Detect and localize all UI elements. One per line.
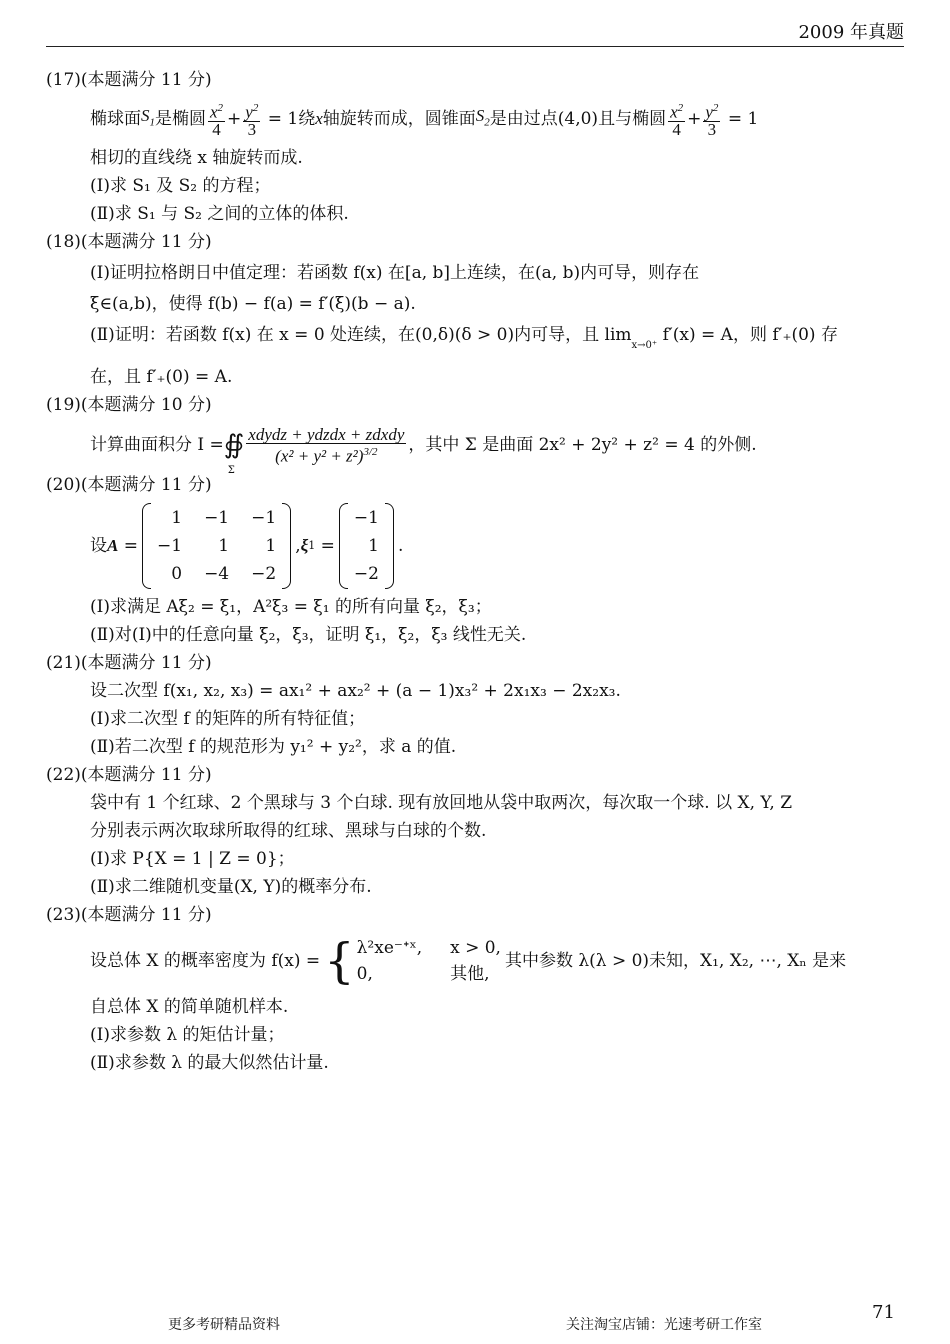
- matrix-a-cell: −1: [204, 508, 230, 529]
- page-number: 71: [872, 1302, 895, 1323]
- matrix-a-cell: −1: [251, 508, 277, 529]
- q19-text-a: 计算曲面积分 I =: [90, 435, 224, 456]
- question-21-heading: (21)(本题满分 11 分): [46, 653, 212, 674]
- vector-xi1-cell: −1: [353, 508, 379, 529]
- matrix-a-cell: 0: [171, 564, 183, 585]
- case-1-expression: λ²xe⁻ᐩˣ,: [356, 938, 423, 959]
- question-21-part-2: (Ⅱ)若二次型 f 的规范形为 y₁² + y₂²，求 a 的值.: [90, 737, 457, 758]
- question-22-heading: (22)(本题满分 11 分): [46, 765, 212, 786]
- question-21-line-1: 设二次型 f(x₁, x₂, x₃) = ax₁² + ax₂² + (a − 1)x₃² + 2x₁x₃ − 2x₂x₃.: [90, 681, 621, 702]
- case-2-condition: 其他,: [450, 964, 490, 985]
- matrix-a-cell: −2: [251, 564, 277, 585]
- question-18: [46, 228, 904, 391]
- question-17-part-1: (Ⅰ)求 S₁ 及 S₂ 的方程；: [90, 176, 271, 197]
- fraction-y2-over-3: $\frac{y^2}{3}$: [245, 102, 259, 140]
- matrix-a-cell: −1: [157, 536, 183, 557]
- question-23-line-2: 自总体 X 的简单随机样本.: [90, 997, 289, 1018]
- question-22-line-2: 分别表示两次取球所取得的红球、黑球与白球的个数.: [90, 821, 487, 842]
- question-19: [46, 391, 904, 477]
- matrix-a-cell: 1: [171, 508, 183, 529]
- question-20: [46, 471, 904, 649]
- matrix-a: [142, 503, 291, 589]
- footer-left-text: 更多考研精品资料: [168, 1317, 280, 1333]
- limit-subscript: x→0⁺: [631, 340, 658, 352]
- question-20-line-1: 设 A = 1 −1 −1 −1 1 1 0 −4 −2 , ξ 1 = −1 1 −2 .: [90, 499, 904, 593]
- q17-text-d: 轴旋转而成，圆锥面: [322, 109, 476, 130]
- question-22-line-1: 袋中有 1 个红球、2 个黑球与 3 个白球. 现有放回地从袋中取两次，每次取一个球. 以 X, Y, Z: [90, 793, 793, 814]
- question-23: [46, 901, 904, 1077]
- q17-text-a: 椭球面: [90, 109, 141, 130]
- question-17-heading: (17)(本题满分 11 分): [46, 70, 212, 90]
- question-19-heading: (19)(本题满分 10 分): [46, 395, 212, 416]
- question-18-heading: (18)(本题满分 11 分): [46, 232, 212, 253]
- q18-p2-text-b: f′(x) = A，则 f′₊(0) 存: [657, 325, 838, 346]
- vector-xi1: [339, 503, 394, 589]
- question-20-part-2: (Ⅱ)对(Ⅰ)中的任意向量 ξ₂，ξ₃，证明 ξ₁，ξ₂，ξ₃ 线性无关.: [90, 625, 527, 646]
- question-22-part-1: (Ⅰ)求 P{X = 1 | Z = 0}；: [90, 849, 295, 870]
- left-brace-icon: {: [324, 933, 355, 990]
- question-18-part-1-line-2: ξ∈(a,b)，使得 f(b) − f(a) = f′(ξ)(b − a).: [90, 294, 416, 315]
- q23-text-a: 设总体 X 的概率密度为 f(x) =: [90, 951, 321, 972]
- symbol-s1: $S_1$: [141, 106, 155, 129]
- case-2-expression: 0,: [356, 964, 373, 985]
- q19-text-b: ，其中 Σ 是曲面 2x² + 2y² + z² = 4 的外侧.: [408, 435, 757, 456]
- fraction-y2-over-3-b: $\frac{y^2}{3}$: [705, 102, 719, 140]
- q18-p2-text-a: (Ⅱ)证明：若函数 f(x) 在 x = 0 处连续，在(0,δ)(δ > 0)内可导，且 lim: [90, 325, 632, 346]
- vector-xi1-cell: 1: [368, 536, 379, 557]
- question-21-part-1: (Ⅰ)求二次型 f 的矩阵的所有特征值；: [90, 709, 366, 730]
- question-18-part-2-line-1: [90, 318, 904, 363]
- footer-right-text: 关注淘宝店铺：光速考研工作室: [566, 1317, 762, 1333]
- integrand-fraction: $\frac{\text{xdydz + ydzdx + zdxdy}}{(x^2 + y^2 + z^2)^{3/2}}$: [248, 424, 405, 466]
- fraction-x2-over-4: $\frac{x^2}{4}$: [210, 102, 224, 140]
- q17-text-c: 绕: [298, 109, 316, 130]
- question-17: [46, 66, 904, 228]
- fraction-x2-over-4-b: $\frac{x^2}{4}$: [670, 102, 684, 140]
- question-23-part-1: (Ⅰ)求参数 λ 的矩估计量；: [90, 1025, 285, 1046]
- case-1-condition: x > 0,: [450, 938, 501, 959]
- question-20-heading: (20)(本题满分 11 分): [46, 475, 212, 496]
- question-18-part-2-line-2: 在，且 f′₊(0) = A.: [90, 367, 233, 388]
- q23-text-b: 其中参数 λ(λ > 0)未知，X₁, X₂, ⋯, Xₙ 是来: [504, 951, 847, 972]
- question-18-part-1-line-1: (Ⅰ)证明拉格朗日中值定理：若函数 f(x) 在[a, b]上连续，在(a, b)内可导，则存在: [90, 263, 700, 284]
- question-17-part-2: (Ⅱ)求 S₁ 与 S₂ 之间的立体的体积.: [90, 204, 349, 225]
- matrix-a-cell: 1: [265, 536, 277, 557]
- question-21: [46, 649, 904, 761]
- question-19-line-1: [90, 419, 904, 477]
- integrand-denominator: (x² + y² + z²): [275, 446, 364, 466]
- question-20-part-1: (Ⅰ)求满足 Aξ₂ = ξ₁，A²ξ₃ = ξ₁ 的所有向量 ξ₂，ξ₃；: [90, 597, 492, 618]
- question-17-line-1: 椭球面 $S_1$ 是椭圆 $\frac{x^2}{4}$ + $\frac{y^2}{3}$ = 1 绕 x 轴旋转而成，圆锥面 $S_2$ 是由过点(4,0)且与椭圆 $\frac{x^2}{4}$ + $\frac{y^2}{3}$ = 1: [90, 94, 904, 144]
- surface-integral-icon: ∯ Σ: [223, 430, 245, 477]
- question-22: [46, 761, 904, 901]
- exam-content: [46, 66, 904, 1077]
- matrix-a-cell: −4: [204, 564, 230, 585]
- symbol-s2: $S_2$: [475, 106, 490, 129]
- page-header-title: 2009 年真题: [798, 22, 904, 43]
- question-23-part-2: (Ⅱ)求参数 λ 的最大似然估计量.: [90, 1053, 329, 1074]
- question-23-heading: (23)(本题满分 11 分): [46, 905, 212, 926]
- vector-xi1-cell: −2: [353, 564, 379, 585]
- matrix-a-cell: 1: [218, 536, 230, 557]
- question-17-line-2: 相切的直线绕 x 轴旋转而成.: [90, 148, 303, 169]
- integrand-numerator: xdydz + ydzdx + zdxdy: [248, 424, 405, 444]
- piecewise-density: [324, 933, 501, 990]
- question-22-part-2: (Ⅱ)求二维随机变量(X, Y)的概率分布.: [90, 877, 372, 898]
- q20-text-a: 设: [90, 536, 107, 557]
- header-divider: [46, 46, 904, 47]
- question-23-line-1: [90, 929, 904, 993]
- q17-text-b: 是椭圆: [155, 109, 206, 130]
- q17-text-e: 是由过点(4,0)且与椭圆: [489, 109, 667, 130]
